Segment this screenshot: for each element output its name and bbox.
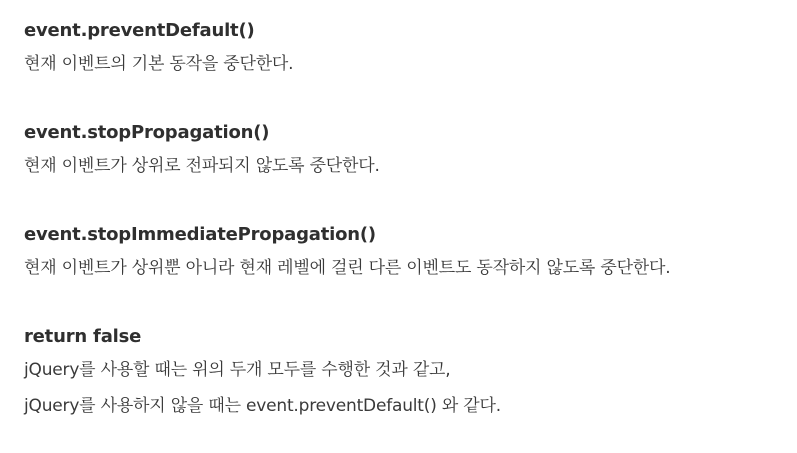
section-description: 현재 이벤트가 상위로 전파되지 않도록 중단한다. bbox=[24, 156, 380, 176]
section-description-line-1: jQuery를 사용할 때는 위의 두개 모두를 수행한 것과 같고, bbox=[24, 360, 451, 380]
section-title: event.stopImmediatePropagation() bbox=[24, 224, 376, 245]
section-title: event.preventDefault() bbox=[24, 20, 255, 41]
section-title: return false bbox=[24, 326, 142, 347]
section-title: event.stopPropagation() bbox=[24, 122, 270, 143]
section-stop-immediate-propagation bbox=[24, 220, 784, 286]
section-description: 현재 이벤트가 상위뿐 아니라 현재 레벨에 걸린 다른 이벤트도 동작하지 않도록 중단한다. bbox=[24, 258, 671, 278]
section-description: 현재 이벤트의 기본 동작을 중단한다. bbox=[24, 54, 294, 74]
section-description-line-2: jQuery를 사용하지 않을 때는 event.preventDefault() 와 같다. bbox=[24, 396, 501, 416]
section-prevent-default bbox=[24, 16, 784, 82]
document-body bbox=[24, 16, 784, 424]
section-return-false bbox=[24, 322, 784, 424]
section-stop-propagation bbox=[24, 118, 784, 184]
